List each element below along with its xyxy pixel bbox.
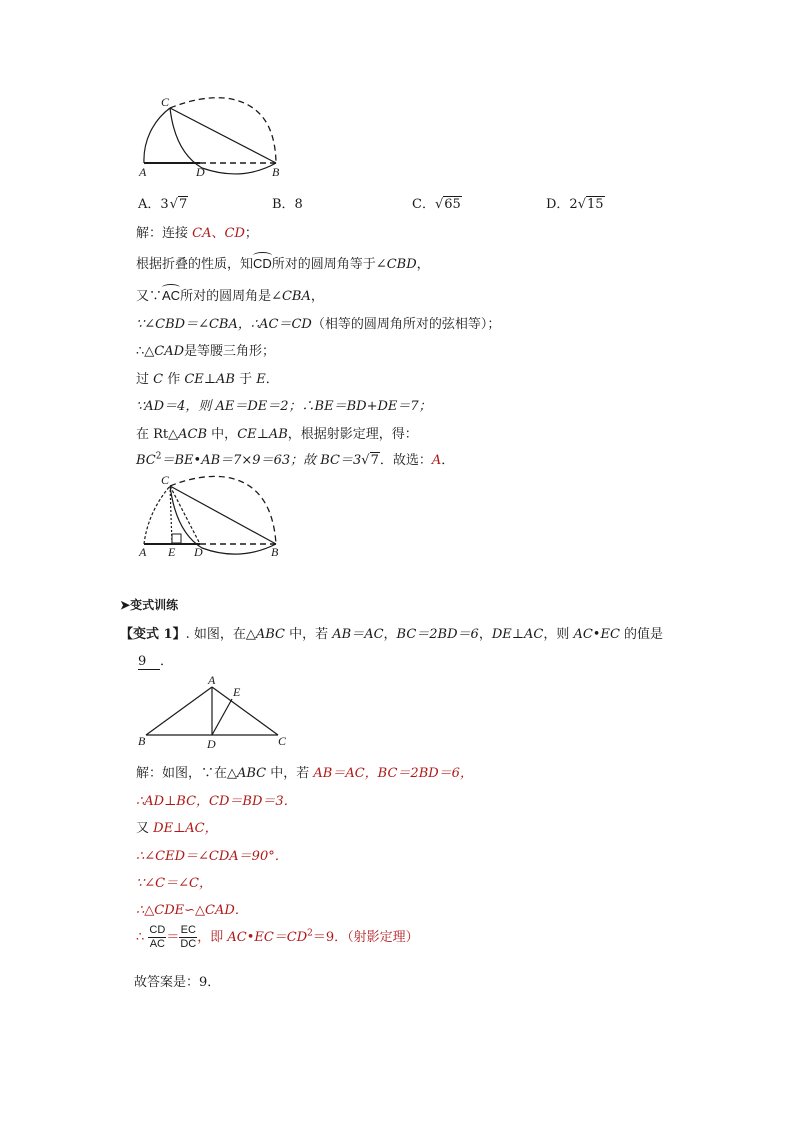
option-a-label: A．3 [138, 197, 169, 212]
fig3-label-A: A [208, 673, 216, 687]
option-b[interactable] [272, 193, 303, 212]
option-d[interactable]: D．2√15 [546, 197, 604, 212]
solution-line-7: ∵AD＝4，则 AE＝DE＝2；∴BE＝BD+DE＝7； [136, 399, 432, 414]
solution2-line-3: 又 DE⊥AC， [136, 821, 218, 836]
fig3-label-C: C [278, 734, 287, 748]
fraction-cd-ac: $\frac{CD}{AC}$ [149, 924, 166, 950]
option-a[interactable]: A．3√7 [138, 197, 188, 212]
option-c[interactable]: C．√65 [412, 197, 461, 212]
fig2-label-E: E [168, 545, 176, 559]
variant-answer-blank[interactable]: 9 ． [138, 654, 174, 669]
figure-3-isosceles-triangle [134, 672, 294, 752]
fig1-label-A: A [139, 165, 147, 179]
fig3-label-E: E [233, 685, 241, 699]
solution-line-1: 解：连接 CA、CD； [136, 226, 258, 241]
variant-heading-label: 变式训练 [130, 598, 179, 612]
variant-question: 【变式 1】. 如图，在△ABC 中，若 AB＝AC，BC＝2BD＝6，DE⊥AC，则 AC•EC 的值是 [120, 627, 664, 642]
solution2-line-2: ∴AD⊥BC，CD＝BD＝3． [136, 794, 297, 809]
fig2-label-D: D [194, 545, 203, 559]
arrow-icon: ➤ [120, 598, 131, 612]
fig1-label-D: D [196, 165, 205, 179]
fig2-label-C: C [161, 473, 170, 487]
variant-heading [120, 596, 178, 613]
option-a-radicand: 7 [178, 197, 188, 212]
solution2-line-4: ∴∠CED＝∠CDA＝90°． [136, 849, 288, 864]
solution-line-9: $BC^2=BE•AB=7\times 9=63$；故 BC＝3√7．故选：A． [136, 451, 455, 468]
option-b-label: B．8 [272, 197, 303, 212]
solution2-line-7: ∴ $\frac{CD}{AC}$ ＝ $\frac{EC}{DC}$ ，即 $AC•EC=CD^2=9$．（射影定理） [136, 924, 419, 950]
solution2-line-8: 故答案是：9． [134, 975, 221, 990]
figure-2-semicircle-projection [130, 472, 290, 562]
fig3-label-D: D [207, 737, 216, 751]
option-c-label: C． [412, 197, 435, 212]
solution-line-4: ∵∠CBD＝∠CBA，∴AC＝CD（相等的圆周角所对的弦相等）； [136, 317, 501, 332]
answer-value: 9 [138, 654, 160, 670]
fraction-ec-dc: $\frac{EC}{DC}$ [180, 924, 197, 950]
solution-line-5: ∴△CAD是等腰三角形； [136, 344, 276, 359]
solution-line-2: 根据折叠的性质，知CD所对的圆周角等于∠CBD， [136, 256, 430, 272]
solution-line-3: 又∵AC所对的圆周角是∠CBA， [136, 288, 324, 304]
solution-line-8: 在 Rt△ACB 中，CE⊥AB，根据射影定理，得： [136, 427, 418, 442]
fig2-label-A: A [139, 545, 147, 559]
option-d-label: D．2 [546, 197, 578, 212]
arc-cd: CD [253, 256, 272, 271]
solution2-line-1: 解：如图，∵在△ABC 中，若 AB＝AC，BC＝2BD＝6， [136, 766, 473, 781]
solution2-line-6: ∴△CDE∽△CAD． [136, 903, 248, 918]
option-c-radicand: 65 [444, 197, 461, 212]
option-d-radicand: 15 [587, 197, 604, 212]
arc-ac: AC [162, 288, 181, 303]
fig3-label-B: B [138, 734, 146, 748]
fig1-label-B: B [272, 165, 280, 179]
figure-1-semicircle-fold [130, 92, 300, 180]
fig2-label-B: B [271, 545, 279, 559]
fig1-label-C: C [161, 95, 170, 109]
solution2-line-5: ∵∠C＝∠C， [136, 876, 212, 891]
solution-line-6: 过 C 作 CE⊥AB 于 E． [136, 372, 279, 387]
